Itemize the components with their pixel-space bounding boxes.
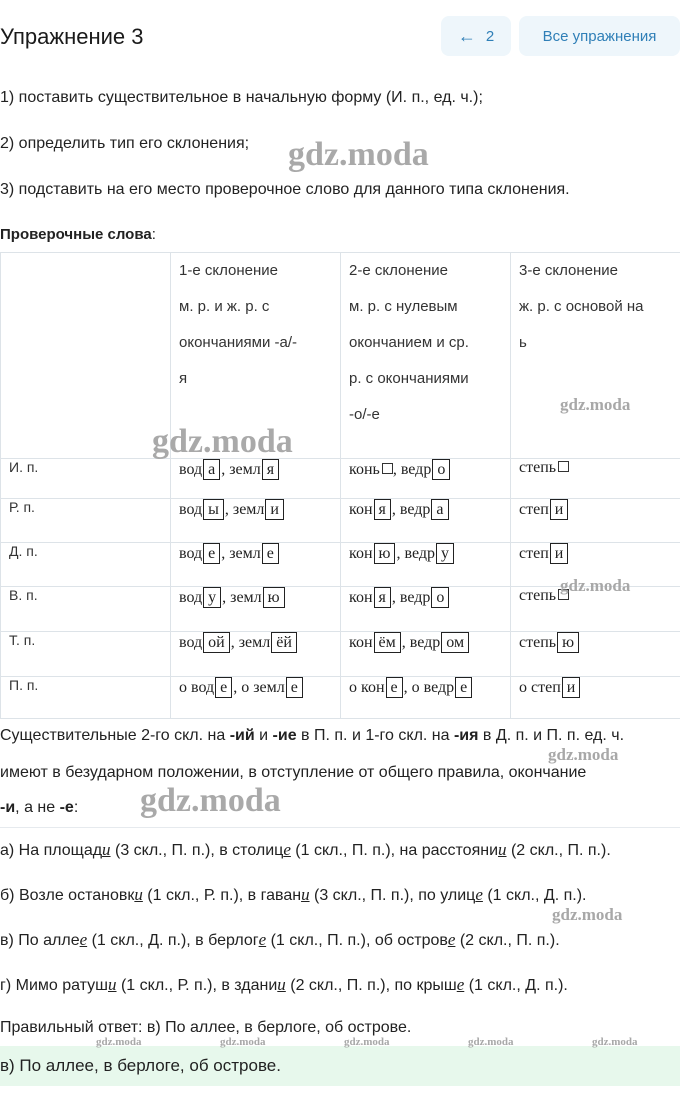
word-ending-box: о (431, 587, 449, 608)
header-line: окончанием и ср. (349, 334, 469, 351)
separator: , (221, 461, 230, 478)
separator: , (224, 501, 233, 518)
option-text: (1 скл., Р. п.), в гаван (142, 887, 302, 904)
header-title: 2-е склонение (349, 262, 448, 279)
header-line: ь (519, 334, 527, 351)
word-ending-box: ёй (271, 632, 297, 653)
watermark: gdz.moda (288, 136, 429, 173)
word-ending-box: и (550, 499, 569, 520)
option-text: (1 скл., Д. п.). (482, 887, 587, 904)
case-label: Р. п. (1, 499, 171, 543)
word-stem: вод (179, 545, 203, 562)
header-line: м. р. и ж. р. с (179, 298, 270, 315)
inserted-ending: и (102, 840, 111, 859)
rule-ending: -ий (229, 727, 255, 744)
word-stem: земл (238, 634, 271, 651)
option-text: (3 скл., П. п.), по улиц (309, 887, 476, 904)
watermark: gdz.moda (152, 423, 293, 460)
rule-text: в П. п. и 1-го скл. на (296, 727, 454, 744)
previous-exercise-number: 2 (485, 27, 495, 45)
word-ending-box: и (550, 543, 569, 564)
answer-option (0, 840, 611, 860)
header-title: 3-е склонение (519, 262, 618, 279)
rule-line-2: имеют в безударном положении, в отступление от общего правила, окончание (0, 764, 587, 781)
word-ending-box: я (374, 587, 391, 608)
word-stem: ведр (409, 634, 441, 651)
option-text: (1 скл., Р. п.), в здани (116, 977, 278, 994)
word-stem: степь (519, 634, 557, 651)
word-ending-box: ы (203, 499, 224, 520)
word-stem: о ведр (411, 679, 455, 696)
header-line: м. р. с нулевым (349, 298, 458, 315)
inserted-ending: е (283, 840, 291, 859)
word-forms-cell (511, 632, 680, 677)
watermark: gdz.moda (140, 782, 281, 819)
case-label: В. п. (1, 587, 171, 632)
word-stem: земл (232, 501, 265, 518)
option-text: а) На площад (0, 842, 103, 859)
table-row (1, 499, 680, 543)
separator: , (403, 679, 412, 696)
rule-text: в Д. п. и П. п. ед. ч. (478, 727, 625, 744)
table-row (1, 459, 680, 499)
rule-text: Существительные 2-го скл. на (0, 727, 230, 744)
word-stem: степ (519, 545, 549, 562)
option-text: (3 скл., П. п.), в столиц (110, 842, 284, 859)
word-stem: земл (230, 589, 262, 606)
watermark: gdz.moda (344, 1036, 390, 1048)
option-text: г) Мимо ратуш (0, 977, 109, 994)
check-words-heading (0, 226, 156, 243)
step-1: 1) поставить существительное в начальную форму (И. п., ед. ч.); (0, 89, 483, 106)
word-ending-box: а (431, 499, 448, 520)
rule-line-3 (0, 799, 78, 817)
word-stem: кон (349, 634, 373, 651)
option-text: (2 скл., П. п.). (506, 842, 611, 859)
word-forms-cell (341, 632, 511, 677)
header-declension-2 (341, 253, 511, 459)
page-header (0, 14, 680, 58)
word-ending-box: о (432, 459, 450, 480)
rule-text: , а не (15, 799, 60, 816)
word-stem: степь (519, 459, 557, 476)
header-line: -о/-е (349, 406, 380, 423)
word-forms-cell (341, 677, 511, 719)
page-title: Упражнение 3 (0, 24, 144, 49)
check-words-colon: : (151, 226, 156, 243)
separator: , (396, 545, 405, 562)
word-stem: земл (229, 545, 261, 562)
word-ending-box: и (265, 499, 284, 520)
answer-highlight (0, 1046, 680, 1086)
option-text: (2 скл., П. п.). (455, 932, 560, 949)
word-ending-box: я (374, 499, 391, 520)
separator: , (401, 634, 410, 651)
word-ending-box: а (203, 459, 220, 480)
separator: , (222, 589, 231, 606)
word-forms-cell (341, 587, 511, 632)
inserted-ending: е (456, 975, 465, 994)
option-text: (1 скл., П. п.), об остров (266, 932, 448, 949)
watermark: gdz.moda (552, 905, 623, 924)
separator: , (392, 461, 401, 478)
previous-exercise-button[interactable] (441, 16, 511, 56)
option-text: б) Возле остановк (0, 887, 135, 904)
answer-option (0, 975, 568, 995)
word-forms-cell (341, 459, 511, 499)
word-ending-box: е (386, 677, 403, 698)
header-line: я (179, 370, 188, 387)
word-ending-box: ю (374, 543, 396, 564)
correct-answer-text: Правильный ответ: в) По аллее, в берлоге, об острове. (0, 1019, 412, 1036)
word-ending-box: ём (374, 632, 401, 653)
word-stem: вод (179, 501, 203, 518)
word-ending-box: е (286, 677, 303, 698)
word-stem: о вод (179, 679, 215, 696)
option-text: (1 скл., Д. п.), в берлог (87, 932, 259, 949)
word-ending-box: е (203, 543, 220, 564)
word-ending-box: у (436, 543, 454, 564)
rule-ending: -е (59, 799, 74, 816)
word-stem: кон (349, 545, 373, 562)
case-label: П. п. (1, 677, 171, 719)
table-corner-cell (1, 253, 171, 459)
word-ending-box: е (262, 543, 279, 564)
header-title: 1-е склонение (179, 262, 278, 279)
rule-ending: -ия (453, 727, 479, 744)
option-text: (1 скл., Д. п.). (464, 977, 568, 994)
word-stem: кон (349, 501, 373, 518)
watermark: gdz.moda (592, 1036, 638, 1048)
watermark: gdz.moda (560, 395, 631, 414)
separator: , (221, 545, 230, 562)
case-label: Т. п. (1, 632, 171, 677)
table-header-row (1, 253, 680, 459)
table-row (1, 677, 680, 719)
declension-table (0, 252, 680, 719)
word-forms-cell (171, 499, 341, 543)
word-stem: ведр (399, 501, 431, 518)
header-declension-3 (511, 253, 680, 459)
arrow-left-icon: ← (457, 26, 476, 46)
word-stem: конь (349, 461, 380, 478)
word-ending-box: ой (203, 632, 230, 653)
rule-ending: -ие (272, 727, 297, 744)
word-ending-box: ю (263, 587, 285, 608)
word-ending-box: е (215, 677, 232, 698)
separator: , (230, 634, 239, 651)
inserted-ending: е (79, 930, 88, 949)
word-forms-cell (171, 632, 341, 677)
table-row (1, 632, 680, 677)
word-forms-cell (511, 677, 680, 719)
word-ending-box: ю (557, 632, 579, 653)
zero-ending-box (558, 461, 569, 472)
option-text: (2 скл., П. п.), по крыш (285, 977, 457, 994)
rule-text: и (254, 727, 273, 744)
word-forms-cell (511, 499, 680, 543)
word-ending-box: ом (441, 632, 469, 653)
word-stem: о степ (519, 679, 561, 696)
word-stem: степ (519, 501, 549, 518)
watermark: gdz.moda (220, 1036, 266, 1048)
answer-highlight-text: в) По аллее, в берлоге, об острове. (0, 1056, 281, 1075)
watermark: gdz.moda (468, 1036, 514, 1048)
inserted-ending: и (108, 975, 117, 994)
rule-ending: -и (0, 799, 16, 816)
watermark: gdz.moda (96, 1036, 142, 1048)
case-label: И. п. (1, 459, 171, 499)
word-forms-cell (341, 543, 511, 587)
inserted-ending: и (301, 885, 310, 904)
separator: , (391, 501, 400, 518)
rule-line-1 (0, 727, 624, 745)
word-forms-cell (341, 499, 511, 543)
inserted-ending: и (277, 975, 286, 994)
word-ending-box: е (455, 677, 472, 698)
check-words-label: Проверочные слова (0, 226, 152, 243)
word-ending-box: я (262, 459, 279, 480)
word-stem: земл (229, 461, 261, 478)
inserted-ending: е (447, 930, 456, 949)
word-forms-cell (511, 459, 680, 499)
step-3: 3) подставить на его место проверочное слово для данного типа склонения. (0, 181, 570, 198)
all-exercises-button[interactable]: Все упражнения (519, 16, 680, 56)
separator: , (233, 679, 242, 696)
word-forms-cell (171, 677, 341, 719)
answer-option (0, 885, 586, 905)
word-stem: ведр (404, 545, 435, 562)
header-line: ж. р. с основой на (519, 298, 644, 315)
divider (0, 827, 680, 828)
watermark: gdz.moda (548, 745, 619, 764)
option-text: (1 скл., П. п.), на расстояни (290, 842, 499, 859)
inserted-ending: и (134, 885, 143, 904)
word-ending-box: у (203, 587, 221, 608)
word-stem: о земл (241, 679, 285, 696)
word-stem: степь (519, 587, 557, 604)
word-stem: вод (179, 589, 203, 606)
word-stem: вод (179, 634, 203, 651)
zero-ending-box (382, 463, 393, 474)
word-stem: ведр (400, 461, 432, 478)
inserted-ending: е (475, 885, 483, 904)
word-stem: ведр (399, 589, 431, 606)
word-stem: кон (349, 589, 373, 606)
word-stem: о кон (349, 679, 385, 696)
word-forms-cell (171, 587, 341, 632)
inserted-ending: и (498, 840, 507, 859)
watermark: gdz.moda (560, 576, 631, 595)
word-stem: вод (179, 461, 203, 478)
header-line: р. с окончаниями (349, 370, 469, 387)
separator: , (391, 589, 400, 606)
answer-option (0, 930, 560, 950)
case-label: Д. п. (1, 543, 171, 587)
word-forms-cell (171, 543, 341, 587)
option-text: в) По алле (0, 932, 80, 949)
header-line: окончаниями -а/- (179, 334, 298, 351)
inserted-ending: е (258, 930, 267, 949)
step-2: 2) определить тип его склонения; (0, 135, 250, 152)
rule-text: : (73, 799, 79, 816)
word-ending-box: и (562, 677, 581, 698)
word-forms-cell (171, 459, 341, 499)
